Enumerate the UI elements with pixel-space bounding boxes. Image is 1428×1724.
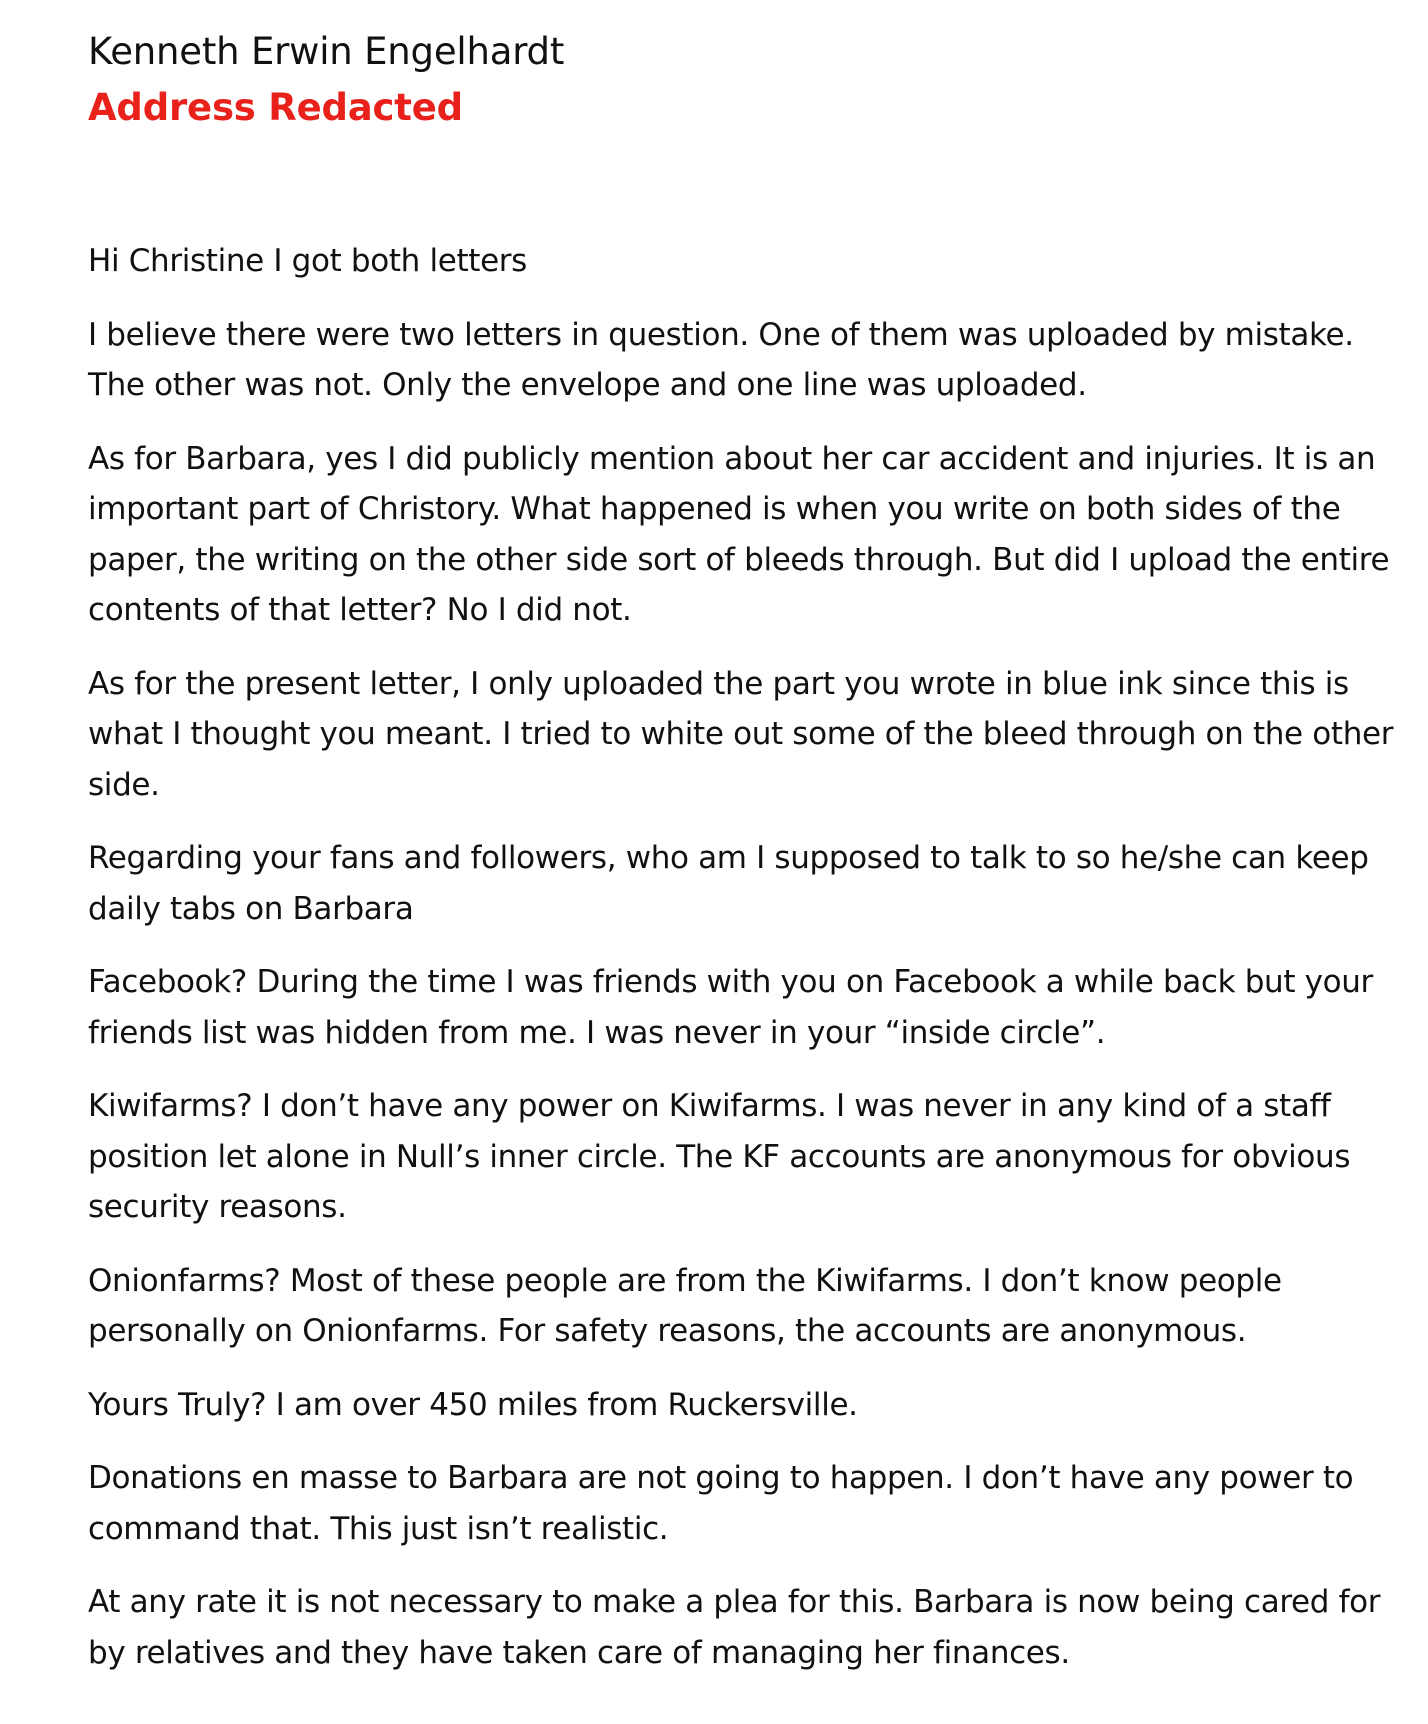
paragraph-two-letters: I believe there were two letters in question. One of them was uploaded by mistake. The other was not. Only the envelope and one line was uploaded. <box>88 316 1354 403</box>
sender-address-redacted: Address Redacted <box>88 86 463 129</box>
paragraph-facebook: Facebook? During the time I was friends with you on Facebook a while back but your friends list was hidden from me. I was never in your “inside circle”. <box>88 964 1373 1051</box>
paragraph-kiwifarms: Kiwifarms? I don’t have any power on Kiwifarms. I was never in any kind of a staff position let alone in Null’s inner circle. The KF accounts are anonymous for obvious security reasons. <box>88 1088 1351 1225</box>
paragraph-onionfarms: Onionfarms? Most of these people are from the Kiwifarms. I don’t know people personally on Onionfarms. For safety reasons, the accounts are anonymous. <box>88 1262 1282 1349</box>
paragraph-donations: Donations en masse to Barbara are not going to happen. I don’t have any power to command that. This just isn’t realistic. <box>88 1460 1354 1547</box>
sender-name: Kenneth Erwin Engelhardt <box>88 30 565 73</box>
greeting: Hi Christine I got both letters <box>88 243 527 279</box>
paragraph-present-letter: As for the present letter, I only uploaded the part you wrote in blue ink since this is what I thought you meant. I tried to white out some of the bleed through on the other side. <box>88 665 1394 803</box>
paragraph-fans-followers: Regarding your fans and followers, who am I supposed to talk to so he/she can keep daily tabs on Barbara <box>88 840 1369 927</box>
paragraph-yours-truly: Yours Truly? I am over 450 miles from Ruckersville. <box>88 1386 858 1423</box>
letter-page <box>88 28 1398 1701</box>
paragraph-closing: At any rate it is not necessary to make a plea for this. Barbara is now being cared for by relatives and they have taken care of managing her finances. <box>88 1584 1381 1671</box>
letter-body <box>88 236 1398 1678</box>
paragraph-barbara-accident: As for Barbara, yes I did publicly mention about her car accident and injuries. It is an important part of Christory. What happened is when you write on both sides of the paper, the writing on the other side sort of bleeds through. But did I upload the entire contents of that letter? No I did not. <box>88 440 1390 628</box>
